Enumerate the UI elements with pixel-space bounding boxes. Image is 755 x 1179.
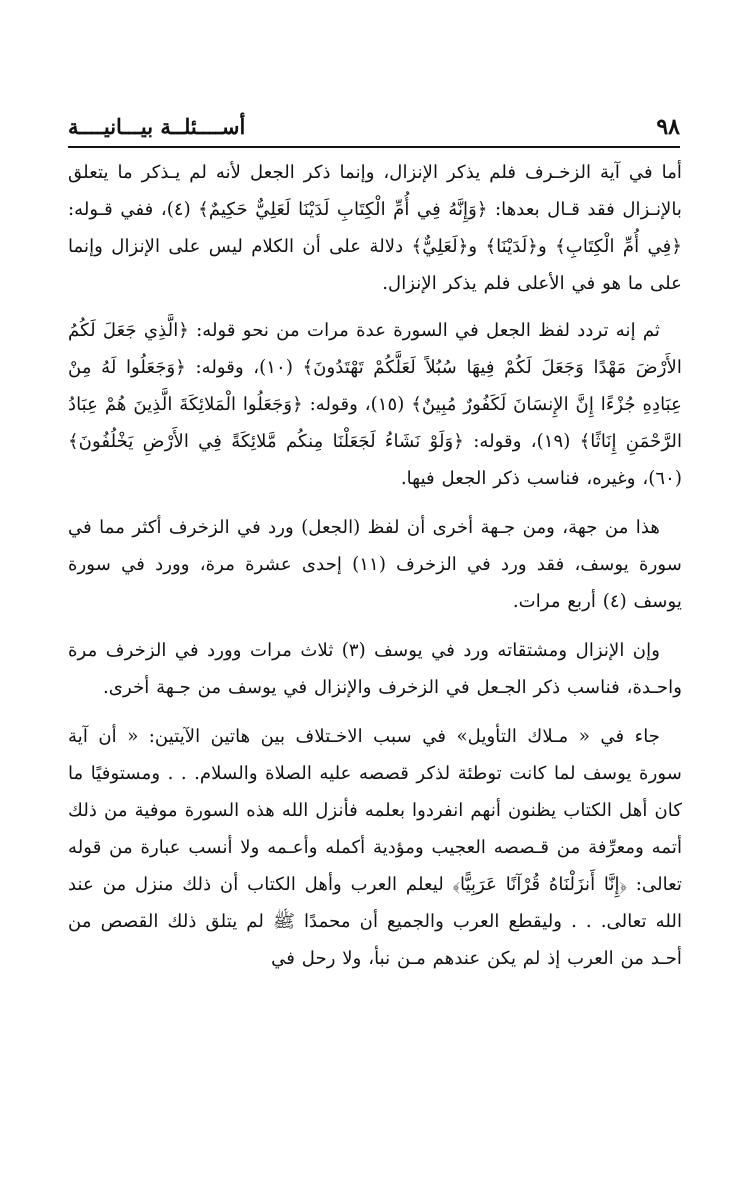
paragraph-5: جاء في « مـلاك التأويل» في سبب الاخـتلاف بين هاتين الآيتين: « أن آية سورة يوسف لما كانت توطئة لذكر قصصه عليه الصلاة والسلام. . . ومستوفيًا ما كان أهل الكتاب يظنون أنهم انفردوا بعلمه فأنزل الله هذه السورة موفية من ذلك أتمه ومعرِّفة من قـصصه العجيب ومؤدية أكمله وأعـمه ولا أنسب عبارة من قوله تعالى: ﴿إِنَّا أَنزَلْنَاهُ قُرْآنًا عَرَبِيًّا﴾ ليعلم العرب وأهل الكتاب أن ذلك منزل من عند الله تعالى. . . وليقطع العرب والجميع أن محمدًا ﷺ لم يتلق ذلك القصص من أحـد من العرب إذ لم يكن عندهم مـن نبأ، ولا رحل في <box>68 726 682 969</box>
paragraph-2: ثم إنه تردد لفظ الجعل في السورة عدة مرات من نحو قوله: ﴿الَّذِي جَعَلَ لَكُمُ الأَرْضَ مَهْدًا وَجَعَلَ لَكُمْ فِيهَا سُبُلاً لَعَلَّكُمْ تَهْتَدُونَ﴾ (١٠)، وقوله: ﴿وَجَعَلُوا لَهُ مِنْ عِبَادِهِ جُزْءًا إِنَّ الإِنسَانَ لَكَفُورٌ مُبِينٌ﴾ (١٥)، وقوله: ﴿وَجَعَلُوا الْمَلائِكَةَ الَّذِينَ هُمْ عِبَادُ الرَّحْمَنِ إِنَاثًا﴾ (١٩)، وقوله: ﴿وَلَوْ نَشَاءُ لَجَعَلْنَا مِنكُم مَّلائِكَةً فِي الأَرْضِ يَخْلُفُونَ﴾ (٦٠)، وغيره، فناسب ذكر الجعل فيها. <box>68 320 682 489</box>
header-divider <box>68 146 680 148</box>
page-body <box>68 152 682 977</box>
page-header <box>68 112 680 146</box>
page-number: ٩٨ <box>656 114 680 140</box>
paragraph-1: أما في آية الزخـرف فلم يذكر الإنزال، وإنما ذكر الجعل لأنه لم يـذكر ما يتعلق بالإنـزال فقد قـال بعدها: ﴿وَإِنَّهُ فِي أُمِّ الْكِتَابِ لَدَيْنَا لَعَلِيٌّ حَكِيمٌ﴾ (٤)، ففي قـوله: ﴿فِي أُمِّ الْكِتَابِ﴾ و﴿لَدَيْنَا﴾ و﴿لَعَلِيٌّ﴾ دلالة على أن الكلام ليس على الإنزال وإنما على ما هو في الأعلى فلم يذكر الإنزال. <box>68 162 682 294</box>
paragraph-3: هذا من جهة، ومن جـهة أخرى أن لفظ (الجعل) ورد في الزخرف أكثر مما في سورة يوسف، فقد ورد في الزخرف (١١) إحدى عشرة مرة، وورد في سورة يوسف (٤) أربع مرات. <box>68 517 682 612</box>
paragraph-4: وإن الإنزال ومشتقاته ورد في يوسف (٣) ثلاث مرات وورد في الزخرف مرة واحـدة، فناسب ذكر الجـعل في الزخرف والإنزال في يوسف من جـهة أخرى. <box>68 640 682 698</box>
running-title: أســــئلــة بيـــانيــــة <box>68 114 246 139</box>
